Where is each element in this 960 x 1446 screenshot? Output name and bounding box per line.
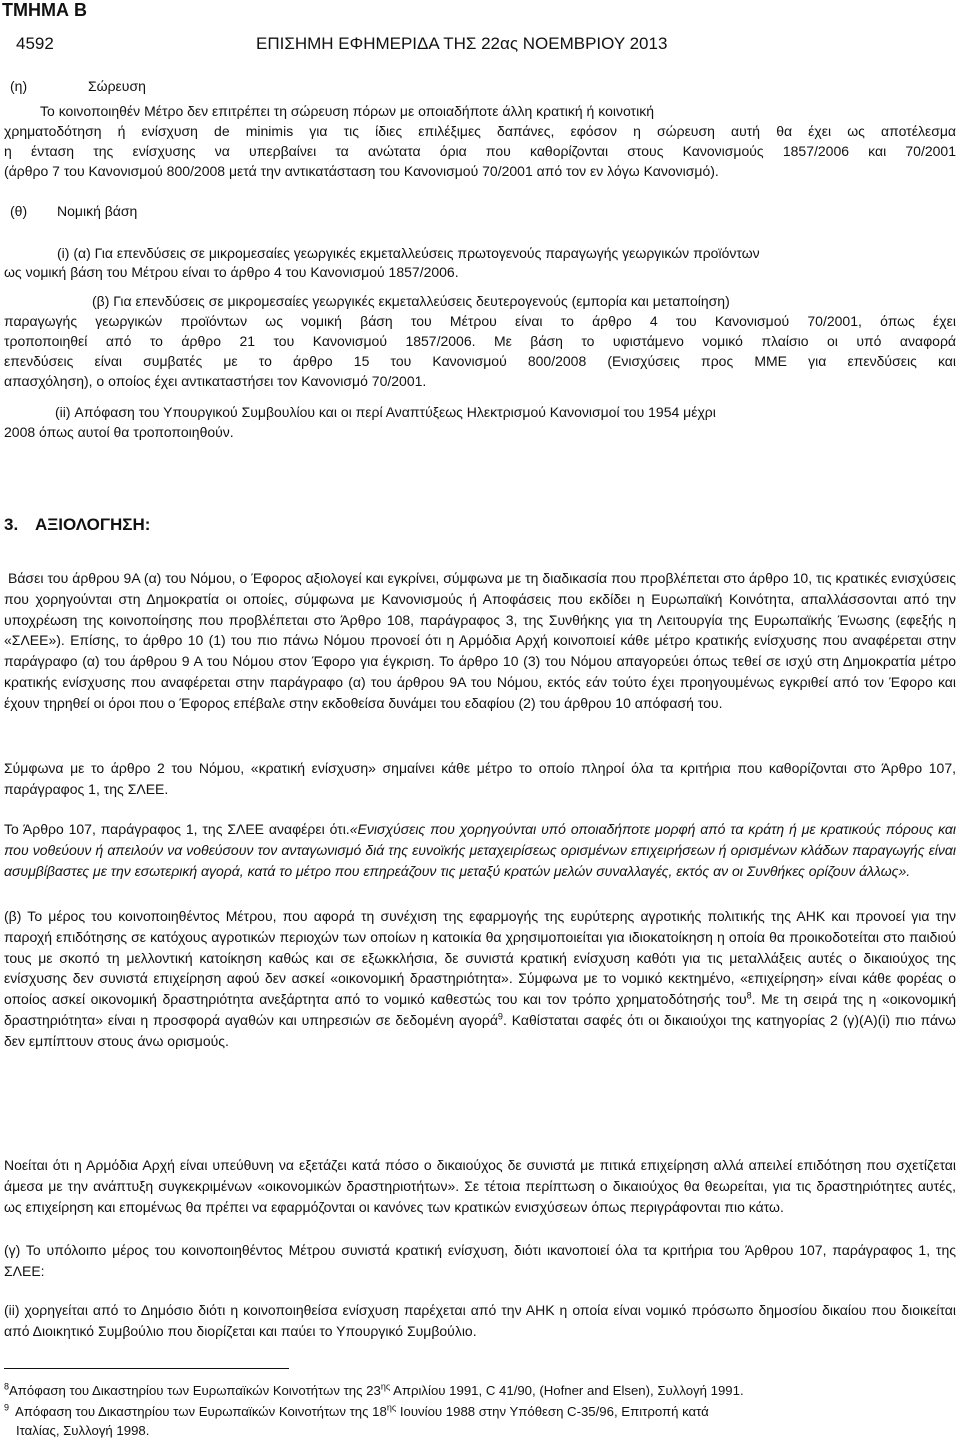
footnote-9-ordinal: ης xyxy=(386,1402,397,1413)
eta-line-1: Το κοινοποιηθέν Μέτρο δεν επιτρέπει τη σώρευση πόρων με οποιαδήποτε άλλη κρατική ή κοινοτική xyxy=(40,103,654,119)
section-3-title: ΑΞΙΟΛΟΓΗΣΗ: xyxy=(35,515,151,534)
footnote-9 xyxy=(4,1404,956,1420)
eta-label: (η) xyxy=(10,78,28,94)
section-3-number: 3. xyxy=(4,515,19,534)
footnote-9-text-b: Ιουνίου 1988 στην Υπόθεση C-35/96, Επιτροπή κατά xyxy=(396,1404,709,1419)
paragraph-4-text-a: (β) Το μέρος του κοινοποιηθέντος Μέτρου, που αφορά τη συνέχιση της εφαρμογής της ευρύτερης αγροτικής πολιτικής της ΑΗΚ και προνοεί για την παροχή επιδότησης σε κατόχους αγροτικών περιοχών των οποίων η κατοικία θα χρησιμοποιείται για ιδιοκατοίκηση η οποία θα προικοδοτείται στο παιδιού τους με σκοπό τη μελλοντική κατοίκηση καθώς και σε εξωκκλήσια, δε συνιστά κρατική ενίσχυση καθότι για τις μεταλλάξεις αυτές ο δικαιούχος της ενίσχυσης δεν συνιστά επιχείρηση αφού δεν ασκεί «οικονομική δραστηριότητα». Σύμφωνα με το νομικό κεκτημένο, «επιχείρηση» είναι κάθε φορέας ο οποίος ασκεί οικονομική δραστηριότητα ανεξάρτητα από το νομικό καθεστώς του και τον τρόπο χρηματοδότησής του xyxy=(4,908,956,1008)
footnote-8-text-a: Απόφαση του Δικαστηρίου των Ευρωπαϊκών Κοινοτήτων της 23 xyxy=(9,1383,381,1398)
assessment-paragraph-4 xyxy=(4,906,956,1052)
paragraph-4-text-c: . Καθίσταται σαφές ότι οι δικαιούχοι της κατηγορίας 2 (γ)(Α)(i) πιο πάνω δεν εμπίπτουν στους άνω ορισμούς. xyxy=(4,1011,956,1049)
eta-line-3: η ένταση της ενίσχυσης να υπερβαίνει τα ανώτατα όρια που καθορίζονται στους Κανονισμούς 1857/2006 και 70/2001 xyxy=(4,143,956,159)
theta-b-line-3: τροποποιηθεί από το άρθρο 21 του Κανονισμού 1857/2006. Με βάση το υφιστάμενο νομικό πλαίσιο οι υπό αναφορά xyxy=(4,333,956,349)
article-107-quote: «Ενισχύσεις που χορηγούνται υπό οποιαδήποτε μορφή από τα κράτη ή με κρατικούς πόρους και που νοθεύουν ή απειλούν να νοθεύσουν τον ανταγωνισμό διά της ευνοϊκής μεταχειρίσεως ορισμένων επιχειρήσεων ή ορισμένων κλάδων παραγωγής είναι ασυμβίβαστες με την εσωτερική αγορά, κατά το μέτρο που επηρεάζουν τις μεταξύ κρατών μελών συναλλαγές, εκτός αν οι Συνθήκες ορίζουν άλλως». xyxy=(4,821,956,879)
theta-i-a-line-1: (i) (α) Για επενδύσεις σε μικρομεσαίες γεωργικές εκμεταλλεύσεις πρωτογενούς παραγωγής γεωργικών προϊόντων xyxy=(57,245,760,261)
eta-line-4: (άρθρο 7 του Κανονισμού 800/2008 μετά την αντικατάσταση του Κανονισμού 70/2001 από τον εν λόγω Κανονισμό). xyxy=(4,163,719,179)
assessment-paragraph-3 xyxy=(4,819,956,881)
section-label: ΤΜΗΜΑ Β xyxy=(2,0,87,20)
footnote-8 xyxy=(4,1383,956,1399)
theta-b-line-1: (β) Για επενδύσεις σε μικρομεσαίες γεωργικές εκμεταλλεύσεις δευτερογενούς (εμπορία και μεταποίηση) xyxy=(92,293,730,309)
footnote-8-number: 8 xyxy=(4,1381,10,1392)
assessment-paragraph-6: (γ) Το υπόλοιπο μέρος του κοινοποιηθέντος Μέτρου συνιστά κρατική ενίσχυση, διότι ικανοποιεί όλα τα κριτήρια του Άρθρου 107, παράγραφος 1, της ΣΛΕΕ: xyxy=(4,1242,956,1279)
theta-b-line-5: απασχόληση), ο οποίος έχει αντικαταστήσει τον Κανονισμό 70/2001. xyxy=(4,373,427,389)
footnote-8-ordinal: ης xyxy=(380,1381,391,1392)
paragraph-4-text-b: . Με τη σειρά της η «οικονομική δραστηριότητα» είναι η προσφορά αγαθών και υπηρεσιών σε δεδομένη αγορά xyxy=(4,991,956,1028)
footnote-ref-9[interactable]: 9 xyxy=(497,1011,503,1022)
assessment-paragraph-5: Νοείται ότι η Αρμόδια Αρχή είναι υπεύθυνη να εξετάζει κατά πόσο ο δικαιούχος δε συνιστά με πιτικά επιχείρηση αλλά απειλεί επιδότηση που σχετίζεται άμεσα με την ανάπτυξη συγκεκριμένων «οικονομικών δραστηριοτήτων». Σε τέτοια περίπτωση ο δικαιούχος θα θεωρείται, για τις δραστηριότητες αυτές, ως επιχείρηση και επομένως θα πρέπει να εφαρμόζονται οι κανόνες των κρατικών ενισχύσεων όπως περιγράφονται πιο κάτω. xyxy=(4,1157,956,1215)
theta-title: Νομική βάση xyxy=(57,203,138,219)
theta-b-line-4: επενδύσεις είναι συμβατές με το άρθρο 15 του Κανονισμού 800/2008 (Ενισχύσεις προς ΜΜΕ για επενδύσεις και xyxy=(4,353,956,369)
theta-label: (θ) xyxy=(10,203,28,219)
footnote-9-text-a: Απόφαση του Δικαστηρίου των Ευρωπαϊκών Κοινοτήτων της 18 xyxy=(15,1404,387,1419)
theta-i-a-line-2: ως νομική βάση του Μέτρου είναι το άρθρο 4 του Κανονισμού 1857/2006. xyxy=(4,264,459,280)
footnote-9-continuation: Ιταλίας, Συλλογή 1998. xyxy=(16,1423,150,1438)
theta-b-line-2: παραγωγής γεωργικών προϊόντων ως νομική βάση του Μέτρου είναι το άρθρο 4 του Κανονισμού 70/2001, όπως έχει xyxy=(4,313,956,329)
footnote-8-text-b: Απριλίου 1991, C 41/90, (Hofner and Elsen), Συλλογή 1991. xyxy=(390,1383,744,1398)
page-number: 4592 xyxy=(16,34,54,53)
footnote-9-number: 9 xyxy=(4,1402,10,1413)
theta-ii-line-1: (ii) Απόφαση του Υπουργικού Συμβουλίου και οι περί Αναπτύξεως Ηλεκτρισμού Κανονισμοί του 1954 μέχρι xyxy=(55,404,716,420)
assessment-paragraph-1: Βάσει του άρθρου 9Α (α) του Νόμου, ο Έφορος αξιολογεί και εγκρίνει, σύμφωνα με τη διαδικασία που προβλέπεται στο άρθρο 10, τις κρατικές ενισχύσεις που χορηγούνται στη Δημοκρατία οι οποίες, σύμφωνα με Κανονισμούς ή Αποφάσεις που εκδίδει η Ευρωπαϊκή Κοινότητα, απαλλάσσονται από την υποχρέωση της κοινοποίησης που προβλέπεται στο Άρθρο 108, παράγραφος 3, της Συνθήκης για τη Λειτουργία της Ευρωπαϊκής Ένωσης (εφεξής η «ΣΛΕΕ»). Επίσης, το άρθρο 10 (1) του πιο πάνω Νόμου προνοεί ότι η Αρμόδια Αρχή κοινοποιεί κάθε μέτρο κρατικής ενίσχυσης που αναφέρεται στην παράγραφο (α) του άρθρου 9 Α του Νόμου στον Έφορο για έγκριση. Το άρθρο 10 (3) του Νόμου απαγορεύει όπως τεθεί σε ισχύ στη Δημοκρατία μέτρο κρατικής ενίσχυσης που αναφέρεται στην παράγραφο (α) του άρθρου 9Α του Νόμου, εκτός εάν τούτο έχει προηγουμένως εγκριθεί από τον Έφορο και έχουν τηρηθεί οι όροι που ο Έφορος επέβαλε στην εκδοθείσα δυνάμει του εδαφίου (2) του άρθρου 10 απόφασή του. xyxy=(4,570,956,711)
eta-line-2: χρηματοδότηση ή ενίσχυση de minimis για τις ίδιες επιλέξιμες δαπάνες, εφόσον η σώρευση αυτή θα έχει ως αποτέλεσμα xyxy=(4,123,956,139)
footnote-separator xyxy=(4,1368,289,1369)
eta-title: Σώρευση xyxy=(88,78,146,94)
assessment-paragraph-2: Σύμφωνα με το άρθρο 2 του Νόμου, «κρατική ενίσχυση» σημαίνει κάθε μέτρο το οποίο πληροί όλα τα κριτήρια που καθορίζονται στο Άρθρο 107, παράγραφος 1, της ΣΛΕΕ. xyxy=(4,760,956,797)
article-107-lead: Το Άρθρο 107, παράγραφος 1, της ΣΛΕΕ αναφέρει ότι. xyxy=(4,821,350,837)
gazette-title: ΕΠΙΣΗΜΗ ΕΦΗΜΕΡΙΔΑ ΤΗΣ 22ας ΝΟΕΜΒΡΙΟΥ 2013 xyxy=(256,34,668,53)
assessment-paragraph-7: (ii) χορηγείται από το Δημόσιο διότι η κοινοποιηθείσα ενίσχυση παρέχεται από την ΑΗΚ η οποία είναι νομικό πρόσωπο δημοσίου δικαίου που διοικείται από Διοικητικό Συμβούλιο που διορίζεται και παύει το Υπουργικό Συμβούλιο. xyxy=(4,1302,956,1339)
theta-ii-line-2: 2008 όπως αυτοί θα τροποποιηθούν. xyxy=(4,424,234,440)
footnote-ref-8[interactable]: 8 xyxy=(746,990,752,1001)
